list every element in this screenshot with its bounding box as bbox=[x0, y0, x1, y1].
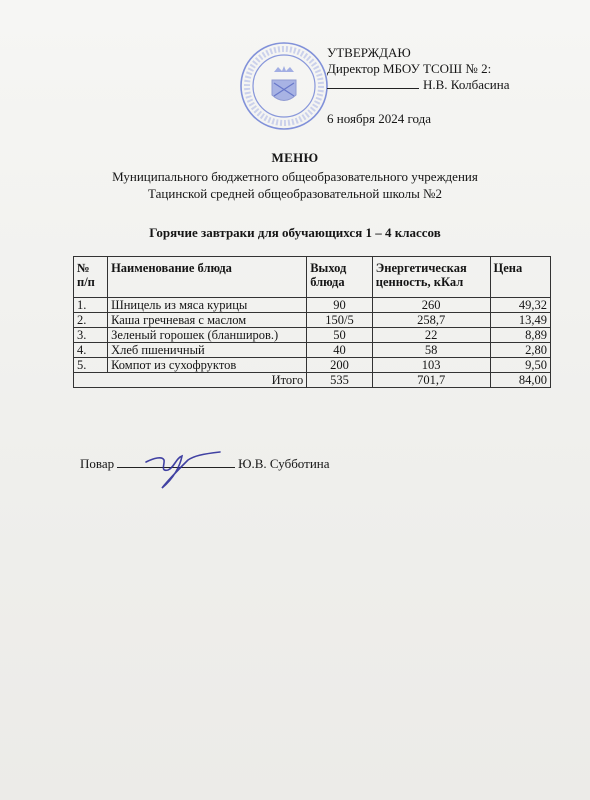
organization-line-1: Муниципального бюджетного общеобразовательного учреждения bbox=[112, 169, 478, 184]
approval-label: УТВЕРЖДАЮ bbox=[327, 45, 411, 60]
table-header-row bbox=[74, 257, 551, 298]
total-output: 535 bbox=[307, 373, 373, 388]
header-output bbox=[307, 257, 373, 298]
approval-block bbox=[327, 45, 567, 127]
table-row bbox=[74, 328, 551, 343]
row-price: 8,89 bbox=[490, 328, 550, 343]
header-dish-name: Наименование блюда bbox=[108, 257, 307, 298]
cook-name: Ю.В. Субботина bbox=[238, 456, 330, 471]
row-energy: 22 bbox=[372, 328, 490, 343]
row-output: 150/5 bbox=[307, 313, 373, 328]
organization-line-2: Тацинской средней общеобразовательной школы №2 bbox=[148, 186, 442, 201]
row-price: 49,32 bbox=[490, 298, 550, 313]
row-price: 9,50 bbox=[490, 358, 550, 373]
table-total-row bbox=[74, 373, 551, 388]
director-position: Директор МБОУ ТСОШ № 2: bbox=[327, 61, 492, 76]
row-dish-name: Каша гречневая с маслом bbox=[108, 313, 307, 328]
row-output: 200 bbox=[307, 358, 373, 373]
row-energy: 58 bbox=[372, 343, 490, 358]
header-number bbox=[74, 257, 108, 298]
header-output-line1: Выход bbox=[310, 261, 347, 275]
total-price: 84,00 bbox=[490, 373, 550, 388]
row-number: 2. bbox=[74, 313, 108, 328]
header-output-line2: блюда bbox=[310, 275, 345, 289]
header-energy bbox=[372, 257, 490, 298]
organization-name bbox=[0, 168, 590, 202]
row-dish-name: Хлеб пшеничный bbox=[108, 343, 307, 358]
header-energy-line1: Энергетическая bbox=[375, 261, 467, 275]
row-dish-name: Зеленый горошек (бланширов.) bbox=[108, 328, 307, 343]
row-energy: 258,7 bbox=[372, 313, 490, 328]
row-dish-name: Компот из сухофруктов bbox=[108, 358, 307, 373]
table-row bbox=[74, 298, 551, 313]
table-row bbox=[74, 343, 551, 358]
director-signature-line bbox=[327, 77, 567, 93]
header-number-line2: п/п bbox=[77, 275, 95, 289]
total-energy: 701,7 bbox=[372, 373, 490, 388]
table-row bbox=[74, 358, 551, 373]
row-number: 3. bbox=[74, 328, 108, 343]
header-number-line1: № bbox=[77, 261, 90, 275]
row-dish-name: Шницель из мяса курицы bbox=[108, 298, 307, 313]
row-energy: 103 bbox=[372, 358, 490, 373]
cook-role: Повар bbox=[80, 456, 115, 471]
approval-date: 6 ноября 2024 года bbox=[327, 111, 432, 126]
cook-signature-icon bbox=[140, 438, 230, 494]
row-output: 40 bbox=[307, 343, 373, 358]
menu-subtitle: Горячие завтраки для обучающихся 1 – 4 классов bbox=[149, 225, 441, 240]
signature-underline bbox=[327, 77, 419, 89]
row-number: 1. bbox=[74, 298, 108, 313]
row-energy: 260 bbox=[372, 298, 490, 313]
header-price: Цена bbox=[490, 257, 550, 298]
total-label: Итого bbox=[74, 373, 307, 388]
row-number: 4. bbox=[74, 343, 108, 358]
table-row bbox=[74, 313, 551, 328]
row-price: 2,80 bbox=[490, 343, 550, 358]
row-price: 13,49 bbox=[490, 313, 550, 328]
header-energy-line2: ценность, кКал bbox=[375, 275, 464, 289]
document-title: МЕНЮ bbox=[271, 150, 319, 165]
row-output: 50 bbox=[307, 328, 373, 343]
row-output: 90 bbox=[307, 298, 373, 313]
director-name: Н.В. Колбасина bbox=[423, 77, 510, 92]
row-number: 5. bbox=[74, 358, 108, 373]
menu-table bbox=[73, 256, 551, 388]
school-seal-icon bbox=[238, 40, 330, 132]
